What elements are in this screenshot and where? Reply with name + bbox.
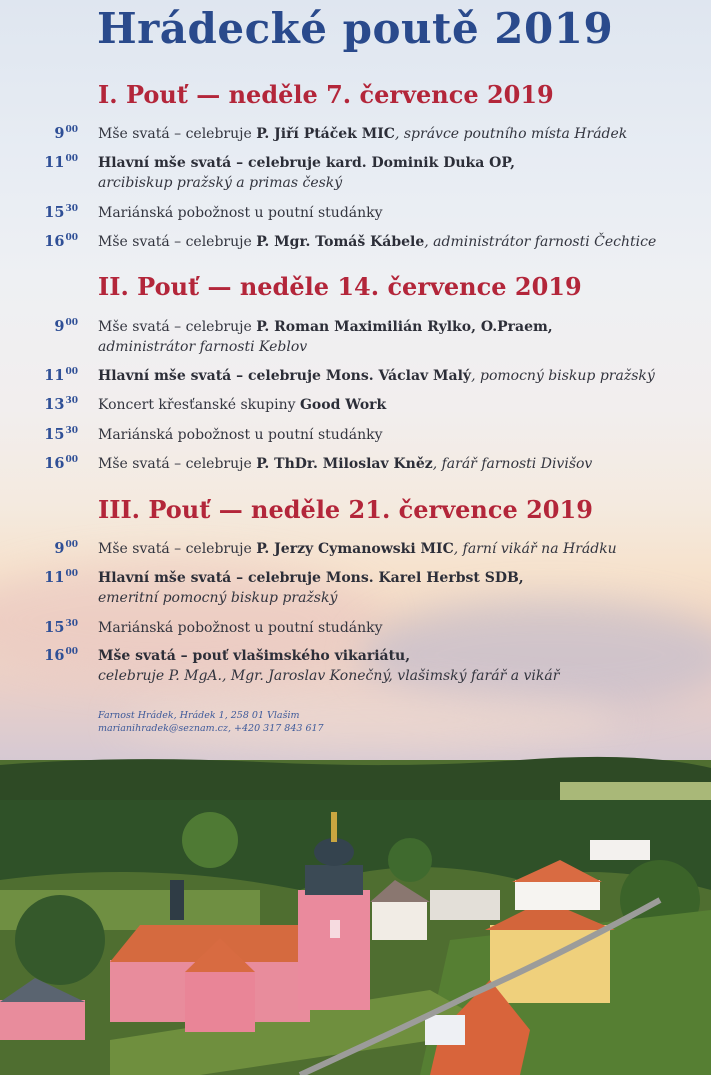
- time-minutes: 00: [65, 647, 78, 657]
- program-line: [98, 232, 656, 253]
- time-minutes: 00: [65, 318, 78, 328]
- celebrant-name: P. Mgr. Tomáš Kábele: [256, 234, 425, 250]
- time-hour: 9: [54, 540, 65, 557]
- time-minutes: 30: [65, 396, 78, 406]
- program-lead: Koncert křesťanské skupiny: [98, 397, 300, 413]
- celebrant-name: P. ThDr. Miloslav Kněz: [256, 456, 433, 472]
- celebrant-name: P. Jerzy Cymanowski MIC: [256, 541, 454, 557]
- time: [44, 455, 78, 472]
- celebrant-name: – celebruje Mons. Karel Herbst SDB,: [231, 570, 524, 586]
- time: [54, 540, 78, 557]
- celebrant-name: – celebruje Mons. Václav Malý: [231, 368, 472, 384]
- time-hour: 11: [44, 154, 65, 171]
- time-hour: 15: [44, 619, 65, 636]
- footer-contact[interactable]: marianihradek@seznam.cz, +420 317 843 617: [98, 723, 324, 734]
- celebrant-name: – celebruje kard. Dominik Duka OP,: [231, 155, 515, 171]
- program-lead: Mariánská pobožnost u poutní studánky: [98, 427, 383, 443]
- program-line-2: emeritní pomocný biskup pražský: [98, 590, 338, 606]
- program-line: [98, 425, 383, 446]
- time-minutes: 30: [65, 619, 78, 629]
- program-lead: Mše svatá – celebruje: [98, 541, 257, 557]
- event-heading: I. Pouť — neděle 7. července 2019: [98, 80, 554, 109]
- program-line-2: administrátor farnosti Keblov: [98, 339, 308, 355]
- time: [44, 619, 78, 636]
- time-minutes: 00: [65, 569, 78, 579]
- time-hour: 11: [44, 569, 65, 586]
- program-line: [98, 454, 592, 475]
- time-hour: 16: [44, 233, 65, 250]
- program-lead: Hlavní mše svatá: [98, 155, 232, 171]
- time-hour: 11: [44, 367, 65, 384]
- time-minutes: 00: [65, 367, 78, 377]
- village-photo: [0, 740, 711, 1075]
- program-line: [98, 395, 386, 416]
- footer: [98, 709, 324, 735]
- time: [54, 125, 78, 142]
- time-hour: 15: [44, 204, 65, 221]
- program-line: [98, 568, 524, 589]
- time: [44, 396, 78, 413]
- program-lead: Hlavní mše svatá: [98, 570, 232, 586]
- program-line: [98, 646, 410, 667]
- program-line: [98, 317, 553, 338]
- program-line: [98, 124, 627, 145]
- time-minutes: 00: [65, 154, 78, 164]
- event-heading: II. Pouť — neděle 14. července 2019: [98, 272, 582, 301]
- footer-address: Farnost Hrádek, Hrádek 1, 258 01 Vlašim: [98, 710, 300, 721]
- time: [44, 233, 78, 250]
- page-title: Hrádecké poutě 2019: [97, 4, 614, 53]
- program-line: [98, 539, 617, 560]
- program-lead: Mše svatá – celebruje: [98, 234, 257, 250]
- time-hour: 13: [44, 396, 65, 413]
- time-hour: 9: [54, 125, 65, 142]
- program-line: [98, 153, 515, 174]
- program-lead: Mše svatá – pouť vlašimského vikariátu,: [98, 648, 411, 664]
- time-hour: 16: [44, 647, 65, 664]
- time: [54, 318, 78, 335]
- time-minutes: 00: [65, 233, 78, 243]
- time: [44, 426, 78, 443]
- celebrant-name: P. Jiří Ptáček MIC: [256, 126, 395, 142]
- time: [44, 204, 78, 221]
- program-line-2: celebruje P. MgA., Mgr. Jaroslav Konečný, vlašimský farář a vikář: [98, 668, 560, 684]
- time: [44, 154, 78, 171]
- program-lead: Mariánská pobožnost u poutní studánky: [98, 620, 383, 636]
- celebrant-role: , pomocný biskup pražský: [471, 368, 655, 384]
- celebrant-role: , správce poutního místa Hrádek: [394, 126, 628, 142]
- program-line: [98, 366, 655, 387]
- celebrant-role: , farář farnosti Divišov: [432, 456, 593, 472]
- program-lead: Mše svatá – celebruje: [98, 319, 257, 335]
- celebrant-name: Good Work: [299, 397, 387, 413]
- event-heading: III. Pouť — neděle 21. července 2019: [98, 495, 593, 524]
- program-lead: Mariánská pobožnost u poutní studánky: [98, 205, 383, 221]
- time-hour: 16: [44, 455, 65, 472]
- time: [44, 569, 78, 586]
- time-minutes: 30: [65, 426, 78, 436]
- time-minutes: 00: [65, 540, 78, 550]
- program-lead: Mše svatá – celebruje: [98, 456, 257, 472]
- time-minutes: 00: [65, 125, 78, 135]
- program-line-2: arcibiskup pražský a primas český: [98, 175, 343, 191]
- time-hour: 9: [54, 318, 65, 335]
- time: [44, 367, 78, 384]
- time: [44, 647, 78, 664]
- time-hour: 15: [44, 426, 65, 443]
- program-lead: Mše svatá – celebruje: [98, 126, 257, 142]
- program-line: [98, 618, 383, 639]
- celebrant-name: P. Roman Maximilián Rylko, O.Praem,: [256, 319, 553, 335]
- time-minutes: 00: [65, 455, 78, 465]
- celebrant-role: , administrátor farnosti Čechtice: [424, 234, 657, 250]
- program-lead: Hlavní mše svatá: [98, 368, 232, 384]
- time-minutes: 30: [65, 204, 78, 214]
- program-line: [98, 203, 383, 224]
- celebrant-role: , farní vikář na Hrádku: [453, 541, 617, 557]
